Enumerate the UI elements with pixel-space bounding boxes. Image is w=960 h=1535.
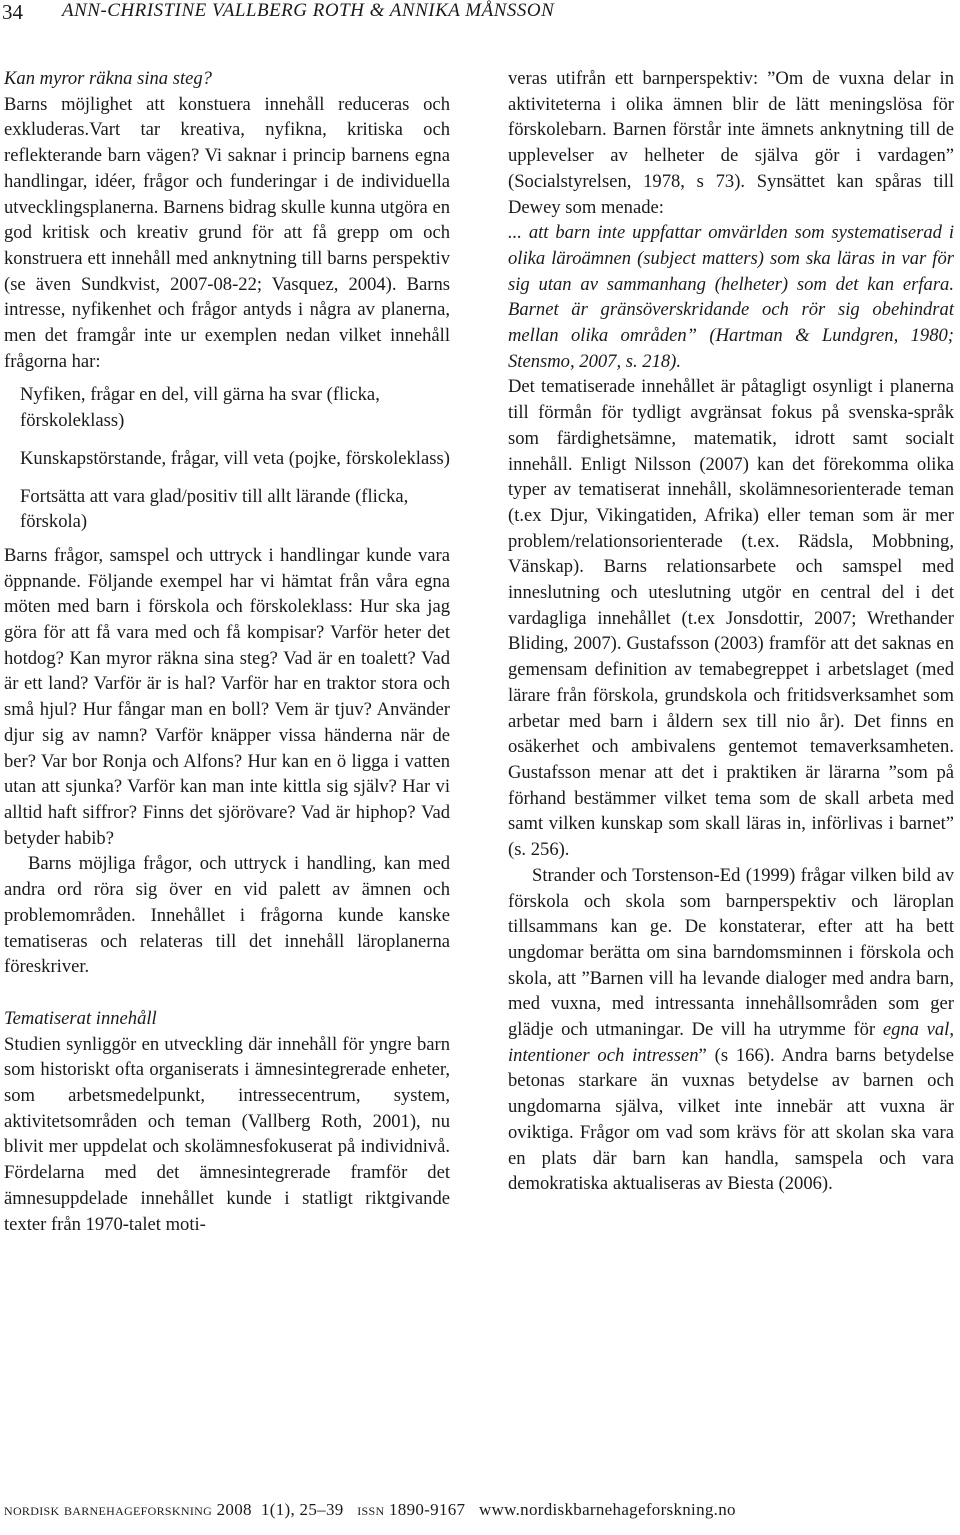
paragraph: Det tematiserade innehållet är påtagligt osynligt i planerna till förmån för tydligt avgränsat fokus på svenska-språk som färdighetsämne, matematik, idrott samt socialt innehåll. Enligt Nilsson (2007) kan det förekomma olika typer av tematiserat innehåll, skolämnesorienterade teman (t.ex Djur, Vikingatiden, Afrika) eller teman som är mer problem/relationsorienterade (t.ex. Rädsla, Mobbning, Vänskap). Barns relationsarbete och samspel med inneslutning och uteslutning utgör en central del i det vardagliga innehållet (t.ex Jonsdottir, 2007; Wrethander Bliding, 2007). Gustafsson (2003) framför att det saknas en gemensam definition av temabegreppet i arbetslaget (med lärare från förskola, grundskola och fritidsverksamhet som arbetar med barn i åldern sex till nio år). Det finns en osäkerhet och ambivalens gentemot temaverksamheten. Gustafsson menar att det i praktiken är lärarna ”som på förhand bestämmer vilket tema som de skall arbeta med samt vilken kunskap som skall läras in, införlivas i barnet” (s. 256).: [508, 376, 954, 861]
quote-item: Kunskapstörstande, frågar, vill veta (pojke, förskoleklass): [20, 447, 450, 469]
paragraph: Barns möjlighet att konstuera innehåll reduceras och exkluderas.Vart tar kreativa, nyfikna, kritiska och reflekterande barn vägen? Vi saknar i princip barnens egna handlingar, idéer, frågor och funderingar i de individuella utvecklingsplanerna. Barnens bidrag skulle kunna utgöra en god kritisk och kreativ grund för att få grepp om och konstruera ett innehåll med anknytning till barns perspektiv (se även Sundkvist, 2007-08-22; Vasquez, 2004). Barns intresse, nyfikenhet och frågor antyds i några av planerna, men det framgår inte ur exemplen nedan vilket innehåll frågorna har:: [4, 93, 450, 372]
page-number: 34: [2, 0, 23, 24]
block-quote-dewey: ... att barn inte uppfattar omvärlden som systematiserad i olika läroämnen (subject matters) som ska läras in var för sig utan av sammanhang (helheter) som det kan erfara. Barnet är gränsöverskridande och rör sig obehindrat mellan olika områden” (Hartman & Lundgren, 1980; Stensmo, 2007, s. 218).: [508, 222, 954, 372]
paragraph: [508, 863, 954, 1197]
footer-journal: nordisk barnehageforskning 2008: [4, 1500, 252, 1519]
quote-item: Nyfiken, frågar en del, vill gärna ha svar (flicka, förskoleklass): [20, 384, 380, 432]
footer-issue: 1(1), 25–39: [260, 1500, 344, 1519]
footer-issn: issn 1890-9167: [357, 1500, 466, 1519]
footer-url[interactable]: www.nordiskbarnehageforskning.no: [479, 1500, 736, 1519]
running-head-authors: ANN-CHRISTINE VALLBERG ROTH & ANNIKA MÅNSSON: [62, 0, 555, 21]
paragraph: Barns frågor, samspel och uttryck i handlingar kunde vara öppnande. Följande exempel har vi hämtat från våra egna möten med barn i förskola och förskoleklass: Hur ska jag göra för att få vara med och få kompisar? Varför heter det hotdog? Kan myror räkna sina steg? Vad är en toalett? Vad är ett land? Varför är is hal? Varför har en traktor stora och små hjul? Hur fångar man en boll? Vem är tjuv? Använder djur sig av namn? Varför knäpper vissa händerna när de ber? Var bor Ronja och Alfons? Hur kan en ö ligga i vatten utan att sjunka? Varför kan man inte kittla sig själv? Har vi alltid haft siffror? Finns det sjörövare? Vad är hiphop? Vad betyder habib?: [4, 544, 450, 849]
quote-item: Fortsätta att vara glad/positiv till allt lärande (flicka, förskola): [20, 485, 409, 533]
subheading-tematiserat-innehall: Tematiserat innehåll: [4, 1007, 157, 1029]
paragraph: Studien synliggör en utveckling där innehåll för yngre barn som historiskt ofta organiserats i ämnesintegrerade enheter, som arbetsmedelpunkt, intressecentrum, system, aktivitetsområden och teman (Vallberg Roth, 2001), nu blivit mer uppdelat och skolämnesfokuserat på individnivå. Fördelarna med det ämnesintegrerade framför det ämnesuppdelade innehållet kunde i statligt riktgivande texter från 1970-talet moti-: [4, 1033, 450, 1235]
left-column: [4, 66, 450, 1237]
paragraph-text: Strander och Torstenson-Ed (1999) frågar vilken bild av förskola och skola som barnperspektiv och läroplan tillsammans kan ge. De konstaterar, efter att ha bett ungdomar berätta om sina barndomsminnen i förskola och skola, att ”Barnen vill ha levande dialoger med andra barn, med vuxna, med intressanta innehållsområden som ger glädje och utmaningar. De vill ha utrymme för: [508, 864, 954, 1041]
paragraph: Barns möjliga frågor, och uttryck i handling, kan med andra ord röra sig över en vid palett av ämnen och problemområden. Innehållet i frågorna kunde kanske tematiseras och relateras till det innehåll läroplanerna föreskriver.: [4, 853, 450, 978]
footer: [4, 1500, 736, 1520]
subheading-kan-myror: Kan myror räkna sina steg?: [4, 68, 212, 89]
right-column: [508, 66, 954, 1197]
quote-block: [20, 382, 450, 535]
paragraph-text: ” (s 166). Andra barns betydelse betonas starkare än vuxnas betydelse av barnen och ungdomarna själva, vilket inte innebär att vuxna är oviktiga. Frågor om vad som krävs för att skolan ska vara en plats där barn kan handla, samspela och vara demokratiska aktualiseras av Biesta (2006).: [508, 1044, 955, 1195]
paragraph: veras utifrån ett barnperspektiv: ”Om de vuxna delar in aktiviteterna i olika ämnen blir de lätt meningslösa för förskolebarn. Barnen förstår inte ämnets anknytning till de upplevelser av helheter de själva gör i vardagen” (Socialstyrelsen, 1978, s 73). Synsättet kan spåras till Dewey som menade:: [508, 68, 954, 218]
paragraph-emphasis: egna val, intentioner och intressen: [508, 1019, 954, 1066]
